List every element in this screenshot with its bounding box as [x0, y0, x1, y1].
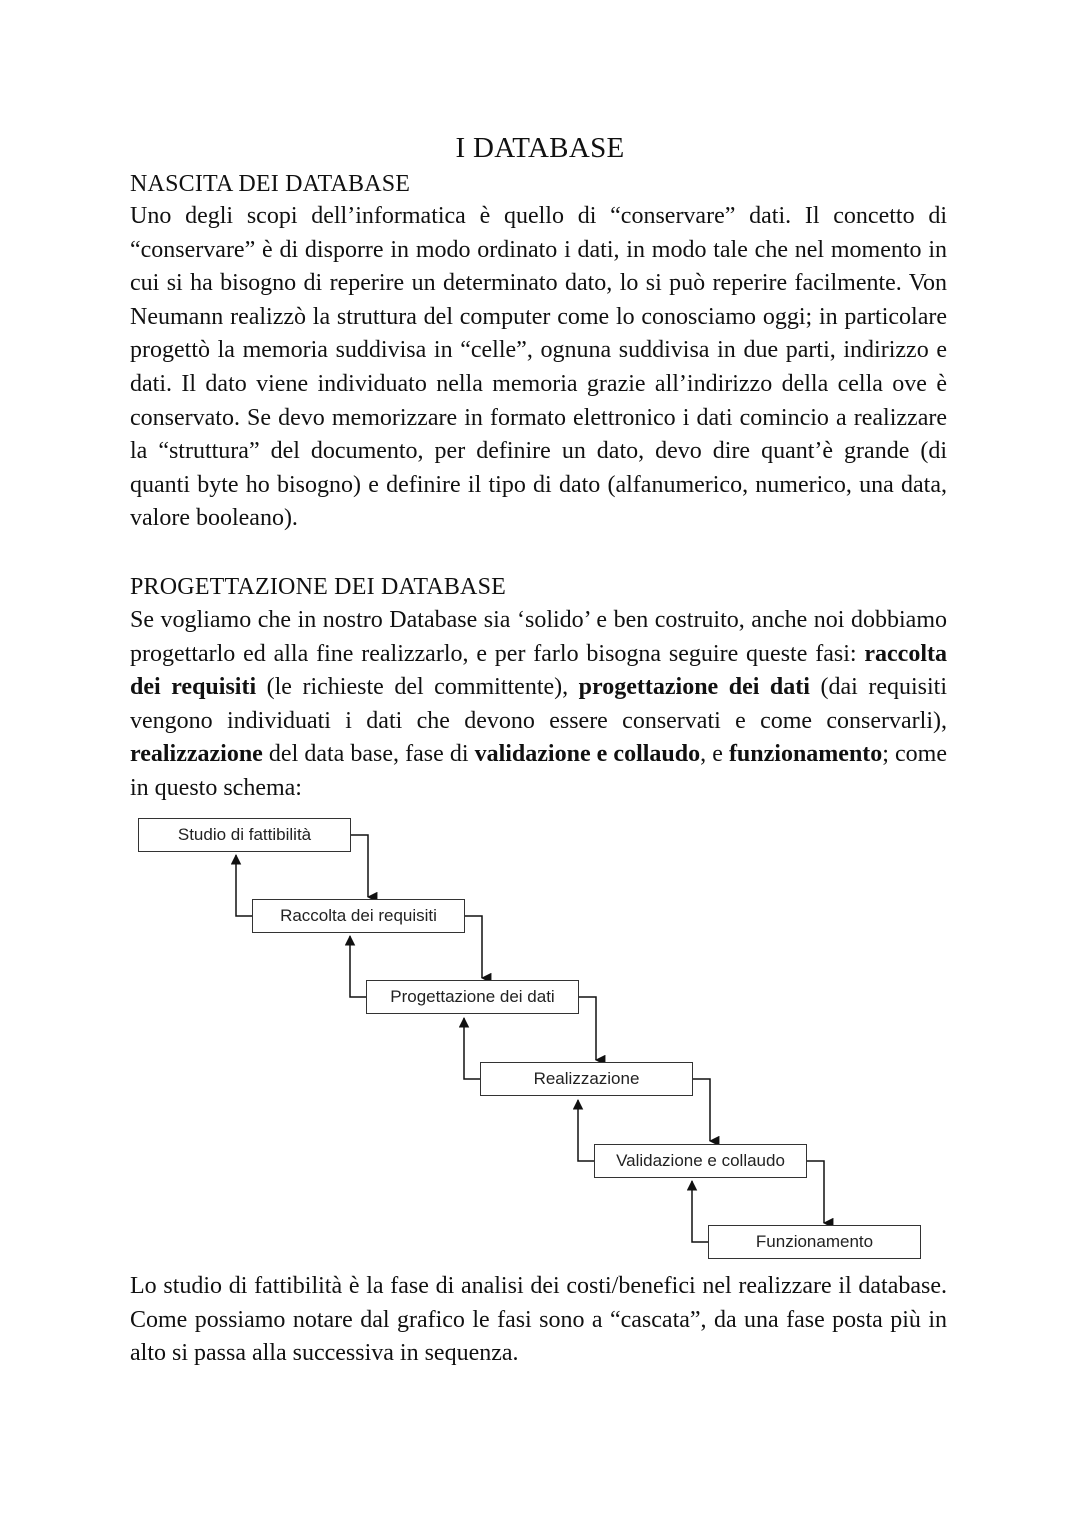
design-text-1: Se vogliamo che in nostro Database sia ‘solido’ e ben costruito, anche noi dobbiamo progettarlo ed alla fine realizzarlo, e per farlo bisogna seguire queste fasi: [130, 607, 947, 667]
phase-progettazione-dati: Progettazione dei dati [366, 980, 579, 1014]
arrow-down-3 [579, 997, 596, 1060]
arrow-up-3 [464, 1018, 481, 1079]
section-heading-progettazione: PROGETTAZIONE DEI DATABASE [130, 574, 506, 600]
design-text-2: (le richieste del committente), [256, 674, 579, 701]
arrow-down-1 [351, 835, 368, 897]
arrow-down-5 [807, 1161, 824, 1223]
bold-progettazione-dati: progettazione dei dati [578, 674, 810, 701]
design-text-5: , e [700, 741, 729, 768]
section-heading-nascita: NASCITA DEI DATABASE [130, 171, 411, 197]
closing-paragraph: Lo studio di fattibilità è la fase di analisi dei costi/benefici nel realizzare il database. Come possiamo notare dal grafico le fasi sono a “cascata”, da una fase posta più in alto si passa alla successiva in sequenza. [130, 1273, 947, 1367]
phase-funzionamento: Funzionamento [708, 1225, 921, 1259]
bold-validazione-collaudo: validazione e collaudo [474, 741, 701, 768]
intro-paragraph: Uno degli scopi dell’informatica è quello di “conservare” dati. Il concetto di “conservare” è di disporre in modo ordinato i dati, in modo tale che nel momento in cui si ha bisogno di reperire un determinato dato, lo si può reperire facilmente. Von Neumann realizzò la struttura del computer come lo conosciamo oggi; in particolare progettò la memoria suddivisa in “celle”, ognuna suddivisa in due parti, indirizzo e dati. Il dato viene individuato nella memoria grazie all’indirizzo della cella ove è conservato. Se devo memorizzare in formato elettronico i dati comincio a realizzare la “struttura” del documento, per definire un dato, devo dire quant’è grande (di quanti byte ho bisogno) e definire il tipo di dato (alfanumerico, numerico, una data, valore booleano). [130, 203, 947, 532]
phase-validazione-collaudo: Validazione e collaudo [594, 1144, 807, 1178]
arrow-up-2 [350, 936, 367, 997]
design-text-4: del data base, fase di [262, 741, 475, 768]
design-paragraph [130, 604, 947, 806]
arrow-up-1 [236, 855, 253, 916]
arrow-up-4 [578, 1100, 595, 1161]
design-text-6: ; come in questo schema: [130, 741, 948, 801]
bold-raccolta-requisiti: raccolta dei requisiti [130, 640, 947, 701]
phase-studio-fattibilita: Studio di fattibilità [138, 818, 351, 852]
phase-realizzazione: Realizzazione [480, 1062, 693, 1096]
arrow-down-4 [693, 1079, 710, 1141]
arrow-up-5 [692, 1181, 709, 1242]
arrow-down-2 [465, 916, 482, 978]
page-title: I DATABASE [455, 132, 625, 164]
bold-funzionamento: funzionamento [728, 741, 883, 768]
design-text-3: (dai requisiti vengono individuati i dati che devono essere conservati e come conservarli), [130, 674, 947, 734]
phase-raccolta-requisiti: Raccolta dei requisiti [252, 899, 465, 933]
bold-realizzazione: realizzazione [130, 741, 263, 768]
